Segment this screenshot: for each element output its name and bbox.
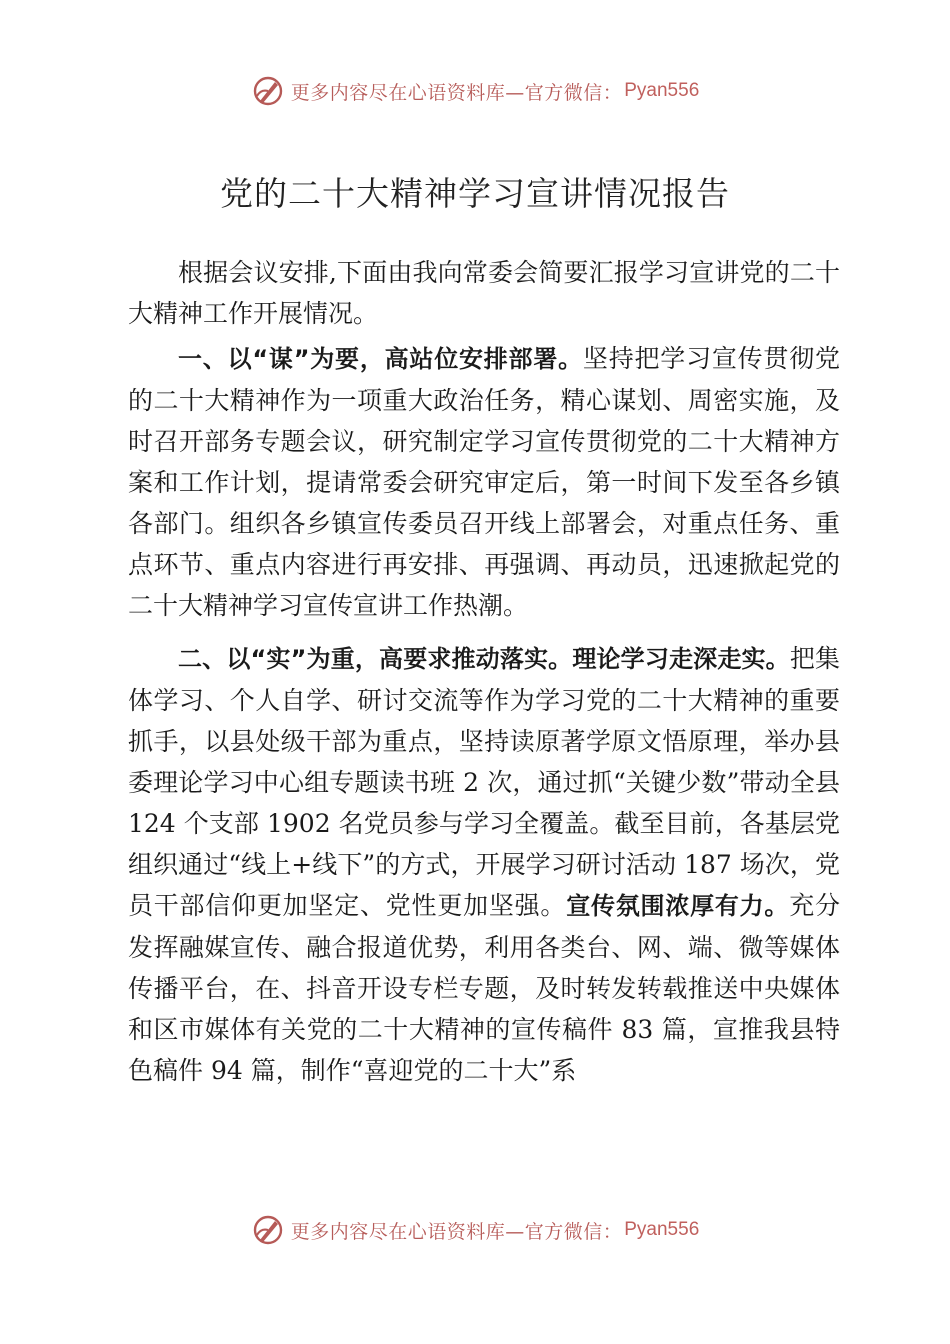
watermark-text: 更多内容尽在心语资料库—官方微信：: [290, 1220, 623, 1243]
quill-pen-icon: [251, 74, 285, 108]
section-2-sub2-heading: 宣传氛围浓厚有力。: [566, 892, 790, 920]
intro-paragraph: 根据会议安排,下面由我向常委会简要汇报学习宣讲党的二十大精神工作开展情况。: [128, 258, 840, 328]
watermark-wechat-id: Pyan556: [624, 80, 700, 101]
section-2-sub1-heading: 理论学习走深走实。: [572, 645, 790, 673]
section-2-heading: 二、以“实”为重，高要求推动落实。: [178, 645, 573, 673]
section-1-paragraph: [128, 338, 840, 626]
document-body: [128, 252, 840, 1091]
section-2-paragraph: [128, 638, 840, 1091]
watermark-wechat-id: Pyan556: [624, 1219, 700, 1240]
section-1-heading: 一、以“谋”为要，高站位安排部署。: [178, 345, 583, 373]
quill-pen-icon: [251, 1213, 285, 1247]
section-2-sub2-body: 充分发挥融媒宣传、融合报道优势，利用各类台、网、端、微等媒体传播平台，在、抖音开设专栏专题，及时转发转载推送中央媒体和区市媒体有关党的二十大精神的宣传稿件 83 篇，宣推我县特色稿件 94 篇，制作“喜迎党的二十大”系: [128, 891, 840, 1085]
watermark-text: 更多内容尽在心语资料库—官方微信：: [290, 81, 623, 104]
header-watermark: [0, 74, 950, 108]
section-1-body: 坚持把学习宣传贯彻党的二十大精神作为一项重大政治任务，精心谋划、周密实施，及时召开部务专题会议，研究制定学习宣传贯彻党的二十大精神方案和工作计划，提请常委会研究审定后，第一时间下发至各乡镇各部门。组织各乡镇宣传委员召开线上部署会，对重点任务、重点环节、重点内容进行再安排、再强调、再动员，迅速掀起党的二十大精神学习宣传宣讲工作热潮。: [128, 344, 840, 620]
footer-watermark: [0, 1213, 950, 1247]
section-2-sub1-body: 把集体学习、个人自学、研讨交流等作为学习党的二十大精神的重要抓手，以县处级干部为重点，坚持读原著学原文悟原理，举办县委理论学习中心组专题读书班 2 次，通过抓“关键少数”带动全县 124 个支部 1902 名党员参与学习全覆盖。截至目前，各基层党组织通过“线上+线下”的方式，开展学习研讨活动 187 场次，党员干部信仰更加坚定、党性更加坚强。: [128, 644, 840, 920]
document-title: 党的二十大精神学习宣讲情况报告: [220, 174, 730, 213]
